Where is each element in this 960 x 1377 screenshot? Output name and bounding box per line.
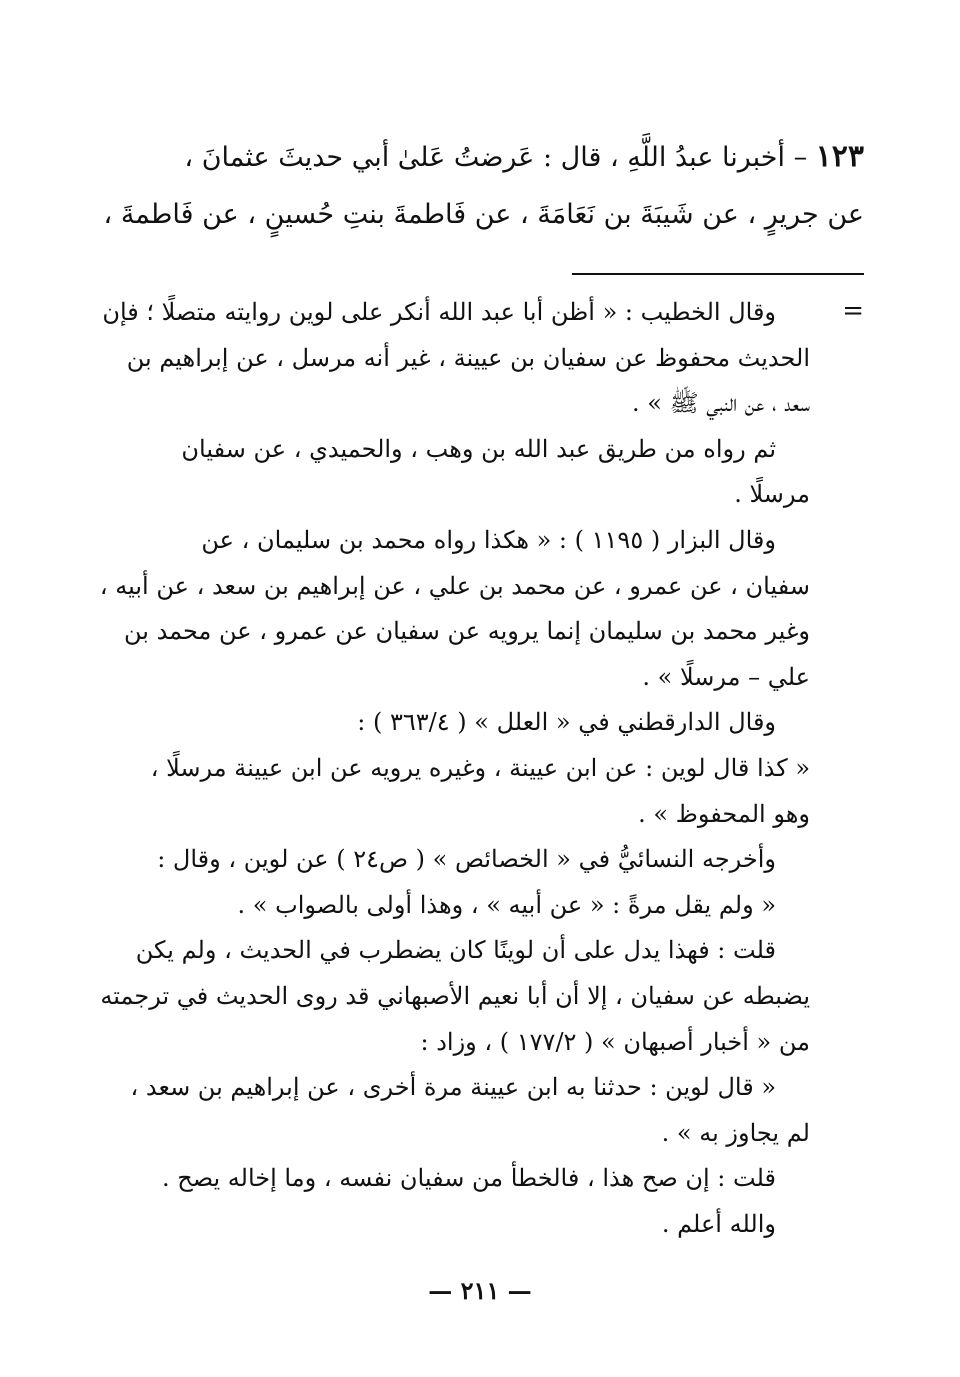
footnote-line: سفيان ، عن عمرو ، عن محمد بن علي ، عن إبراهيم بن سعد ، عن أبيه ، <box>99 571 810 600</box>
footnote-line: من « أخبار أصبهان » ( ١٧٧/٢ ) ، وزاد : <box>420 1027 810 1056</box>
footnote-line: « كذا قال لوين : عن ابن عيينة ، وغيره يرويه عن ابن عيينة مرسلًا ، <box>150 753 810 782</box>
main-line-1-text: – أخبرنا عبدُ اللَّهِ ، قال : عَرضتُ عَلىٰ أبي حديثَ عثمانَ ، <box>184 142 816 173</box>
main-line-1 <box>89 128 864 186</box>
footnote-line: قلت : إن صح هذا ، فالخطأ من سفيان نفسه ، وما إخاله يصح . <box>161 1164 776 1193</box>
footnote-line: لم يجاوز به » . <box>661 1118 810 1147</box>
footnote-line: وهو المحفوظ » . <box>638 799 810 828</box>
footnote-line: « ولم يقل مرةً : « عن أبيه » ، وهذا أولى بالصواب » . <box>237 890 776 919</box>
footnote-line: قلت : فهذا يدل على أن لوينًا كان يضطرب في الحديث ، ولم يكن <box>135 936 776 965</box>
hadith-number: ١٢٣ <box>815 139 864 174</box>
footnote-line: مرسلًا . <box>734 480 810 509</box>
footnote-separator <box>572 273 864 275</box>
footnote-continuation-mark: = <box>842 296 864 326</box>
footnote-line: الحديث محفوظ عن سفيان بن عيينة ، غير أنه مرسل ، عن إبراهيم بن <box>126 343 810 372</box>
footnote <box>99 290 810 1247</box>
footnote-line: وأخرجه النسائيُّ في « الخصائص » ( ص٢٤ ) عن لوين ، وقال : <box>157 845 776 874</box>
footnote-line: يضبطه عن سفيان ، إلا أن أبا نعيم الأصبهاني قد روى الحديث في ترجمته <box>100 981 810 1010</box>
footnote-line: وغير محمد بن سليمان إنما يرويه عن سفيان عن عمرو ، عن محمد بن <box>123 617 810 646</box>
main-text <box>89 128 864 243</box>
footnote-line: وقال الخطيب : « أظن أبا عبد الله أنكر على لوين روايته متصلًا ؛ فإن <box>102 298 776 326</box>
footnote-line: سعد ، عن النبي ﷺ » . <box>632 389 810 418</box>
footnote-line: وقال البزار ( ١١٩٥ ) : « هكذا رواه محمد بن سليمان ، عن <box>201 525 776 554</box>
footnote-line: وقال الدارقطني في « العلل » ( ٣٦٣/٤ ) : <box>357 708 776 737</box>
page-number: — ٢١١ — <box>428 1276 532 1305</box>
main-line-2: عن جريرٍ ، عن شَيبَةَ بن نَعَامَةَ ، عن فَاطمةَ بنتِ حُسينٍ ، عن فَاطمةَ ، <box>103 199 864 230</box>
footnote-line: والله أعلم . <box>661 1209 776 1238</box>
footnote-line: ثم رواه من طريق عبد الله بن وهب ، والحميدي ، عن سفيان <box>181 434 776 463</box>
footnote-line: علي – مرسلًا » . <box>642 662 810 691</box>
footnote-line: « قال لوين : حدثنا به ابن عيينة مرة أخرى ، عن إبراهيم بن سعد ، <box>130 1073 776 1102</box>
